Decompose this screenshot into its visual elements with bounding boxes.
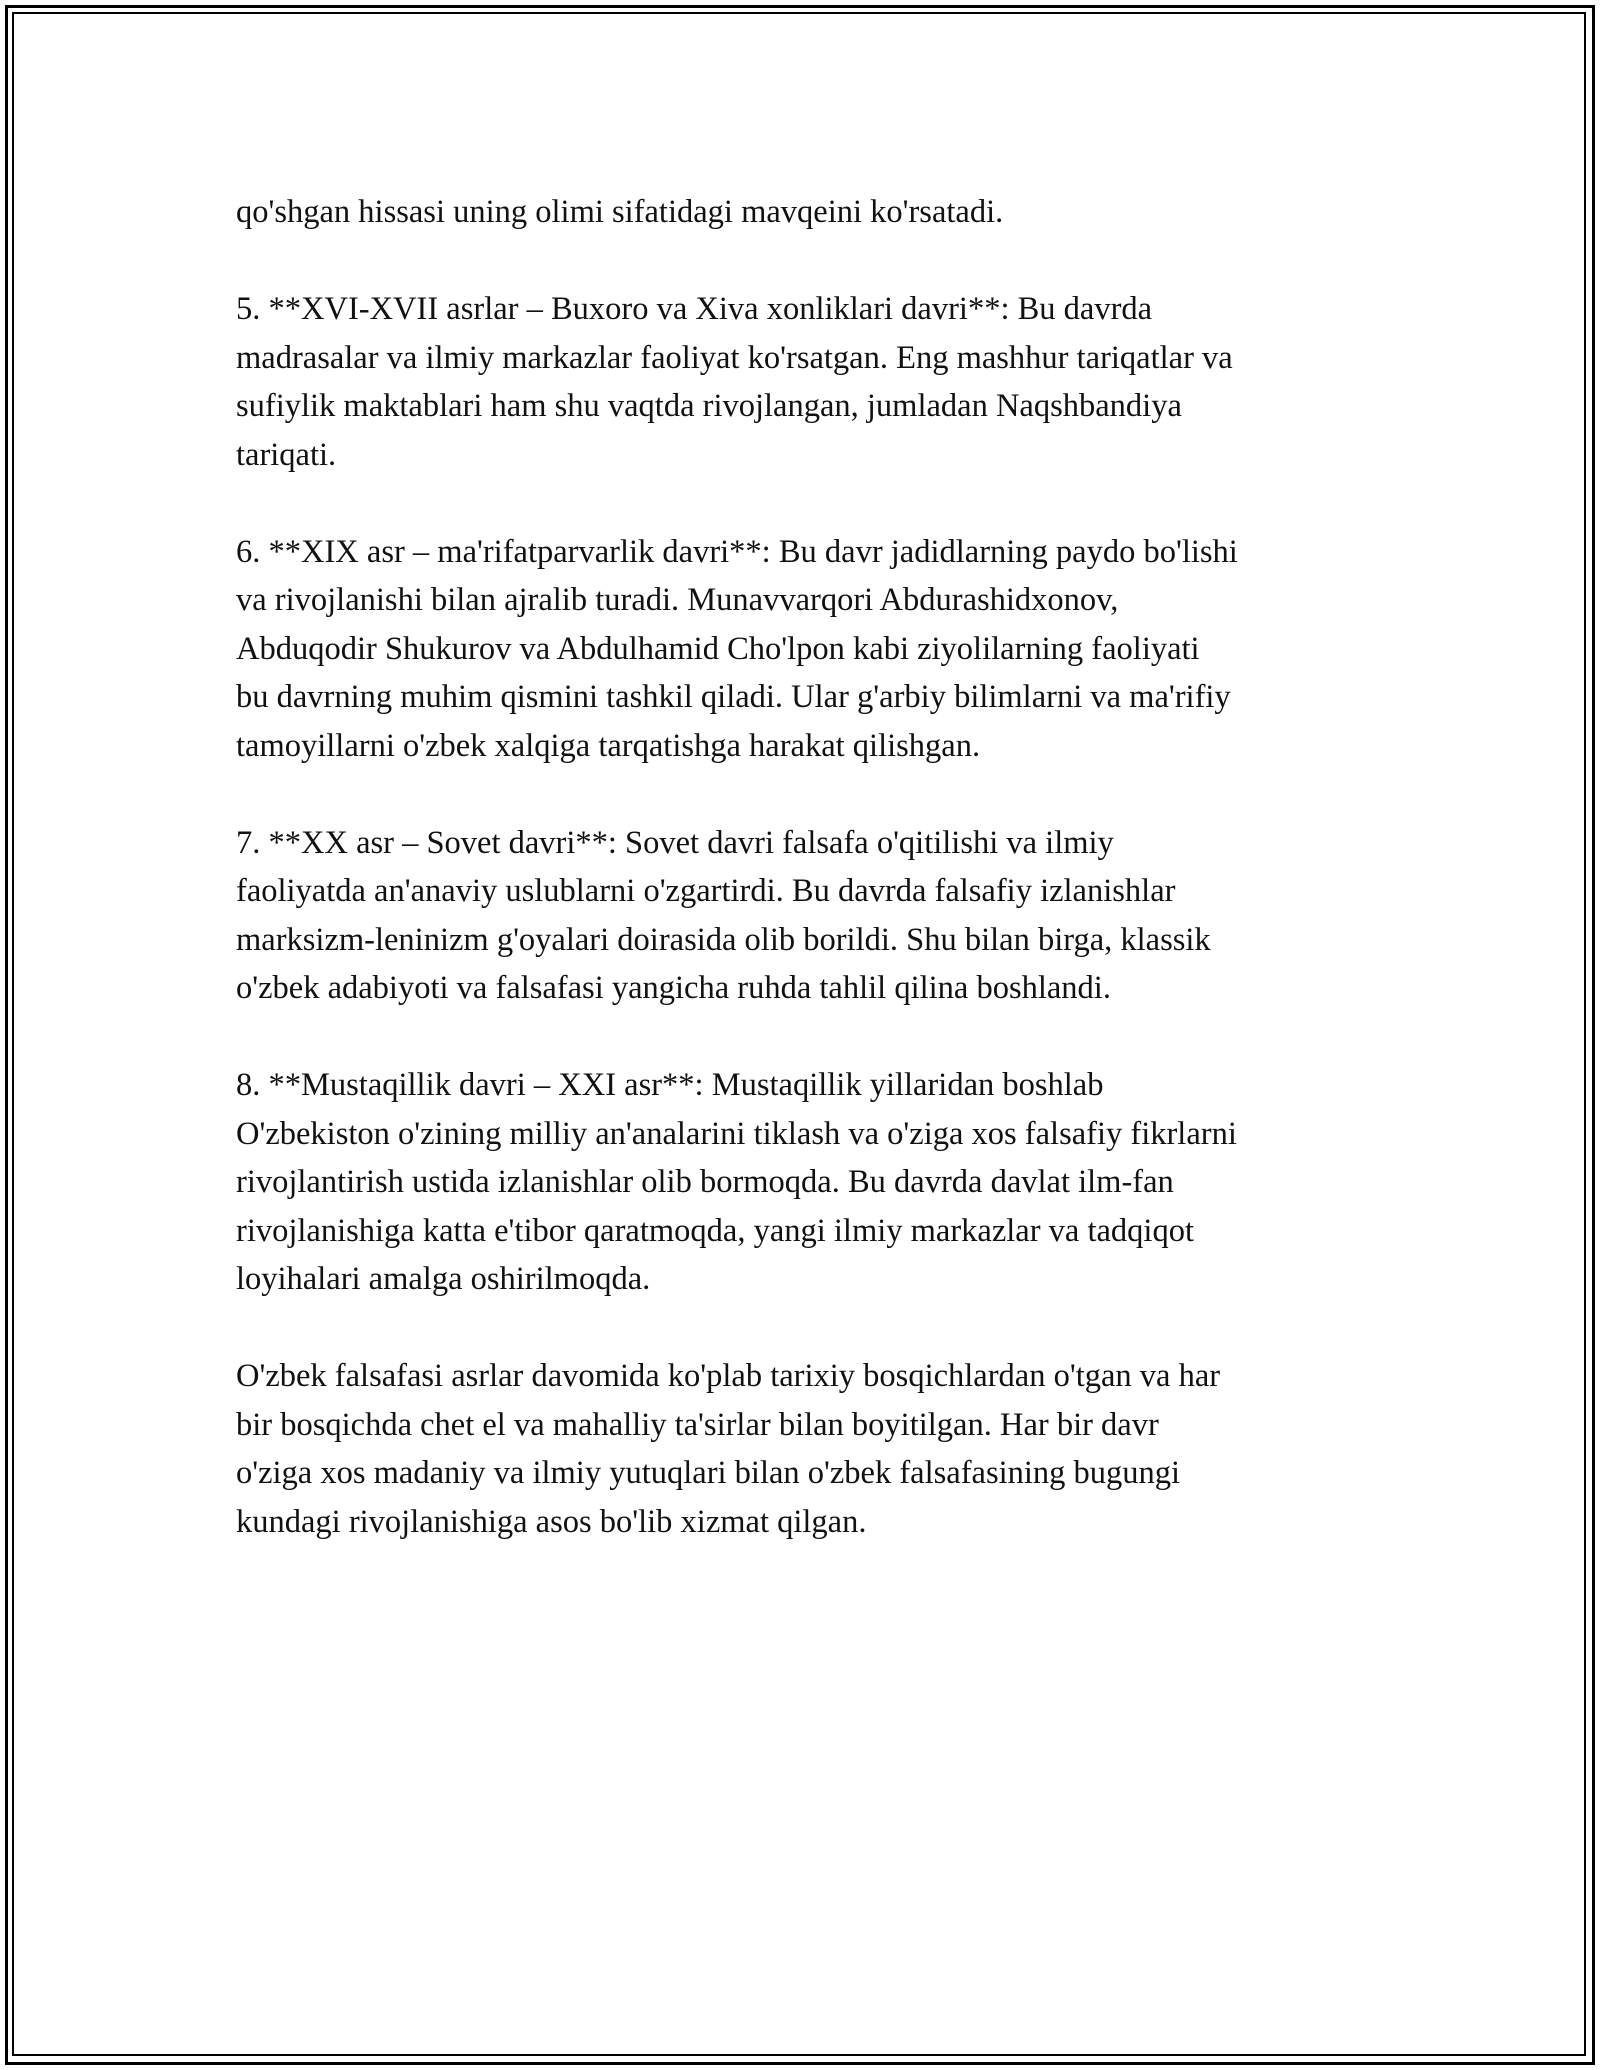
text-line: sufiylik maktablari ham shu vaqtda rivojlangan, jumladan Naqshbandiya	[236, 388, 1182, 424]
paragraph-gap	[236, 237, 1386, 286]
paragraph-item-5	[236, 285, 1386, 479]
text-line: rivojlantirish ustida izlanishlar olib bormoqda. Bu davrda davlat ilm-fan	[236, 1164, 1174, 1200]
paragraph-conclusion	[236, 1352, 1386, 1546]
text-line: bir bosqichda chet el va mahalliy ta'sirlar bilan boyitilgan. Har bir davr	[236, 1406, 1159, 1443]
document-body	[236, 188, 1386, 1546]
text-line: va rivojlanishi bilan ajralib turadi. Munavvarqori Abdurashidxonov,	[236, 582, 1119, 618]
text-line: bu davrning muhim qismini tashkil qiladi. Ular g'arbiy bilimlarni va ma'rifiy	[236, 679, 1231, 715]
text-line: tariqati.	[236, 436, 337, 473]
text-line: 6. **XIX asr – ma'rifatparvarlik davri**: Bu davr jadidlarning paydo bo'lishi	[236, 533, 1238, 570]
text-line: kundagi rivojlanishiga asos bo'lib xizmat qilgan.	[236, 1503, 867, 1540]
text-line: marksizm-leninizm g'oyalari doirasida olib borildi. Shu bilan birga, klassik	[236, 921, 1211, 958]
text-line: loyihalari amalga oshirilmoqda.	[236, 1261, 651, 1297]
paragraph-gap	[236, 770, 1386, 819]
text-line: qo'shgan hissasi uning olimi sifatidagi mavqeini ko'rsatadi.	[236, 194, 1004, 230]
text-line: faoliyatda an'anaviy uslublarni o'zgartirdi. Bu davrda falsafiy izlanishlar	[236, 873, 1176, 909]
paragraph-item-8	[236, 1061, 1386, 1304]
paragraph-gap	[236, 1013, 1386, 1062]
text-line: 8. **Mustaqillik davri – XXI asr**: Mustaqillik yillaridan boshlab	[236, 1067, 1104, 1103]
text-line: 7. **XX asr – Sovet davri**: Sovet davri falsafa o'qitilishi va ilmiy	[236, 824, 1114, 861]
text-line: 5. **XVI-XVII asrlar – Buxoro va Xiva xonliklari davri**: Bu davrda	[236, 291, 1153, 327]
paragraph-continuation	[236, 188, 1386, 237]
text-line: madrasalar va ilmiy markazlar faoliyat ko'rsatgan. Eng mashhur tariqatlar va	[236, 339, 1233, 376]
text-line: rivojlanishiga katta e'tibor qaratmoqda, yangi ilmiy markazlar va tadqiqot	[236, 1212, 1194, 1249]
text-line: o'ziga xos madaniy va ilmiy yutuqlari bilan o'zbek falsafasining bugungi	[236, 1455, 1181, 1491]
paragraph-gap	[236, 479, 1386, 528]
paragraph-item-7	[236, 819, 1386, 1013]
text-line: O'zbek falsafasi asrlar davomida ko'plab tarixiy bosqichlardan o'tgan va har	[236, 1358, 1221, 1394]
text-line: Abduqodir Shukurov va Abdulhamid Cho'lpon kabi ziyolilarning faoliyati	[236, 630, 1200, 667]
paragraph-gap	[236, 1304, 1386, 1353]
text-line: O'zbekiston o'zining milliy an'analarini tiklash va o'ziga xos falsafiy fikrlarni	[236, 1115, 1237, 1152]
text-line: o'zbek adabiyoti va falsafasi yangicha ruhda tahlil qilina boshlandi.	[236, 970, 1111, 1006]
paragraph-item-6	[236, 528, 1386, 771]
text-line: tamoyillarni o'zbek xalqiga tarqatishga harakat qilishgan.	[236, 727, 981, 764]
